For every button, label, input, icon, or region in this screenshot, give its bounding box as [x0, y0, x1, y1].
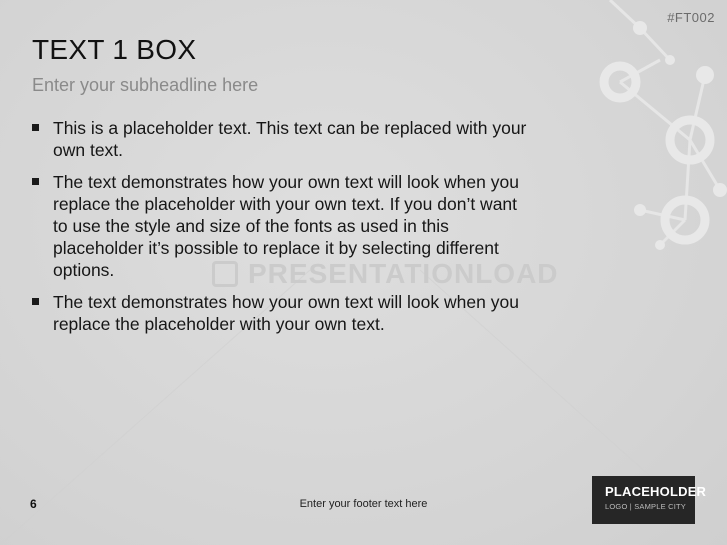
logo-title: PLACEHOLDER — [605, 484, 707, 499]
bullet-item[interactable] — [32, 171, 532, 281]
slide-title[interactable]: TEXT 1 BOX — [32, 34, 197, 65]
square-bullet-icon — [32, 178, 39, 185]
bullet-text: This is a placeholder text. This text can be replaced with your own text. — [53, 118, 527, 160]
footer-text[interactable]: Enter your footer text here — [299, 498, 428, 510]
slide-code: #FT002 — [667, 10, 715, 25]
page-number: 6 — [30, 497, 37, 511]
bullet-text: The text demonstrates how your own text will look when you replace the placeholder with your own text. If you don’t want to use the style and size of the fonts as used in this placeholder it’s possible to replace it by selecting different options. — [53, 172, 519, 280]
watermark-text: PRESENTATIONLOAD — [248, 258, 559, 289]
logo-subtitle: LOGO | SAMPLE CITY — [605, 502, 686, 511]
bullet-text: The text demonstrates how your own text will look when you replace the placeholder with your own text. — [53, 292, 519, 334]
bullet-item[interactable] — [32, 117, 532, 161]
square-bullet-icon — [32, 298, 39, 305]
slide-subtitle[interactable]: Enter your subheadline here — [32, 75, 259, 95]
bullet-item[interactable] — [32, 291, 532, 335]
bullet-list[interactable] — [32, 117, 532, 345]
square-bullet-icon — [32, 124, 39, 131]
logo-placeholder[interactable] — [592, 476, 707, 524]
